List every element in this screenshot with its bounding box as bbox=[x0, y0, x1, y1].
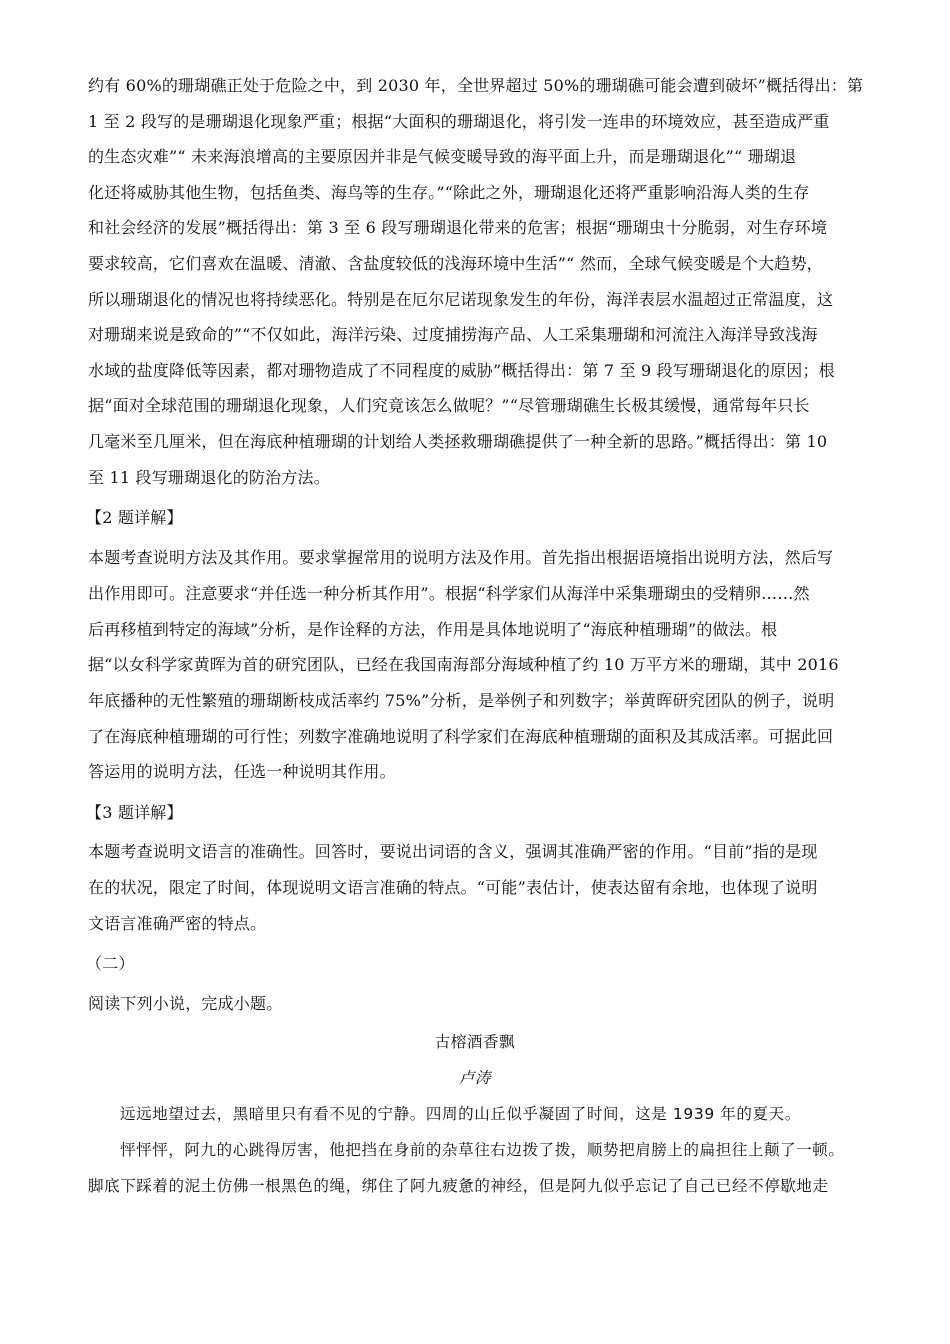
analysis-line: 所以珊瑚退化的情况也将持续恶化。特别是在厄尔尼诺现象发生的年份，海洋表层水温超过正常温度，这 bbox=[88, 290, 834, 309]
q3-line: 本题考查说明文语言的准确性。回答时，要说出词语的含义，强调其准确严密的作用。“目前”指的是现 bbox=[88, 842, 818, 861]
section-heading: （二） bbox=[86, 954, 135, 973]
q2-line: 出作用即可。注意要求“并任选一种分析其作用”。根据“科学家们从海洋中采集珊瑚虫的受精卵……然 bbox=[88, 584, 810, 603]
section-instruction: 阅读下列小说，完成小题。 bbox=[88, 994, 283, 1013]
analysis-line: 要求较高，它们喜欢在温暖、清澈、含盐度较低的浅海环境中生活”“ 然而，全球气候变暖是个大趋势， bbox=[88, 254, 823, 273]
analysis-line: 几毫米至几厘米，但在海底种植珊瑚的计划给人类拯救珊瑚礁提供了一种全新的思路。”概括得出：第 10 bbox=[88, 432, 828, 451]
analysis-line: 1 至 2 段写的是珊瑚退化现象严重；根据“大面积的珊瑚退化，将引发一连串的环境效应，甚至造成严重 bbox=[88, 112, 830, 131]
analysis-line: 的生态灾难”“ 未来海浪增高的主要原因并非是气候变暖导致的海平面上升，而是珊瑚退化”“ 珊瑚退 bbox=[88, 147, 797, 166]
analysis-line: 水域的盐度降低等因素，都对珊物造成了不同程度的威胁”概括得出：第 7 至 9 段写珊瑚退化的原因；根 bbox=[88, 361, 835, 380]
q3-line: 在的状况，限定了时间，体现说明文语言准确的特点。“可能”表估计，使表达留有余地，也体现了说明 bbox=[88, 878, 818, 897]
q2-line: 后再移植到特定的海域”分析，是作诠释的方法，作用是具体地说明了“海底种植珊瑚”的做法。根 bbox=[88, 620, 778, 639]
q2-line: 答运用的说明方法，任选一种说明其作用。 bbox=[88, 762, 396, 781]
story-author: 卢涛 bbox=[458, 1069, 492, 1087]
story-paragraph-continued: 脚底下踩着的泥土仿佛一根黑色的绳，绑住了阿九疲惫的神经，但是阿九似乎忘记了自己已经不停歇地走 bbox=[88, 1177, 829, 1195]
story-paragraph: 怦怦怦，阿九的心跳得厉害，他把挡在身前的杂草往右边拨了拨，顺势把肩膀上的扁担往上颠了一顿。 bbox=[120, 1141, 845, 1159]
analysis-line: 至 11 段写珊瑚退化的防治方法。 bbox=[88, 468, 330, 487]
q2-line: 据“以女科学家黄晖为首的研究团队，已经在我国南海部分海域种植了约 10 万平方米的珊瑚，其中 2016 bbox=[88, 655, 839, 674]
analysis-line: 对珊瑚来说是致命的”“不仅如此，海洋污染、过度捕捞海产品、人工采集珊瑚和河流注入海洋导致浅海 bbox=[88, 325, 818, 344]
analysis-line: 和社会经济的发展”概括得出：第 3 至 6 段写珊瑚退化带来的危害；根据“珊瑚虫十分脆弱，对生存环境 bbox=[88, 218, 828, 237]
q3-line: 文语言准确严密的特点。 bbox=[88, 914, 267, 933]
analysis-line: 约有 60%的珊瑚礁正处于危险之中，到 2030 年，全世界超过 50%的珊瑚礁可能会遭到破坏”概括得出：第 bbox=[88, 76, 864, 95]
story-title: 古榕酒香飘 bbox=[434, 1033, 516, 1051]
q2-line: 本题考查说明方法及其作用。要求掌握常用的说明方法及作用。首先指出根据语境指出说明方法，然后写 bbox=[88, 548, 834, 567]
q2-line: 了在海底种植珊瑚的可行性；列数字准确地说明了科学家们在海底种植珊瑚的面积及其成活率。可据此回 bbox=[88, 727, 834, 746]
q2-heading: 【2 题详解】 bbox=[86, 508, 183, 527]
analysis-line: 据“面对全球范围的珊瑚退化现象，人们究竟该怎么做呢？”“尽管珊瑚礁生长极其缓慢，通常每年只长 bbox=[88, 396, 810, 415]
analysis-line: 化还将威胁其他生物，包括鱼类、海鸟等的生存。”“除此之外，珊瑚退化还将严重影响沿海人类的生存 bbox=[88, 183, 810, 202]
q2-line: 年底播种的无性繁殖的珊瑚断枝成活率约 75%”分析，是举例子和列数字；举黄晖研究团队的例子，说明 bbox=[88, 691, 835, 710]
q3-heading: 【3 题详解】 bbox=[86, 803, 183, 822]
story-paragraph: 远远地望过去，黑暗里只有看不见的宁静。四周的山丘似乎凝固了时间，这是 1939 年的夏天。 bbox=[120, 1105, 801, 1123]
